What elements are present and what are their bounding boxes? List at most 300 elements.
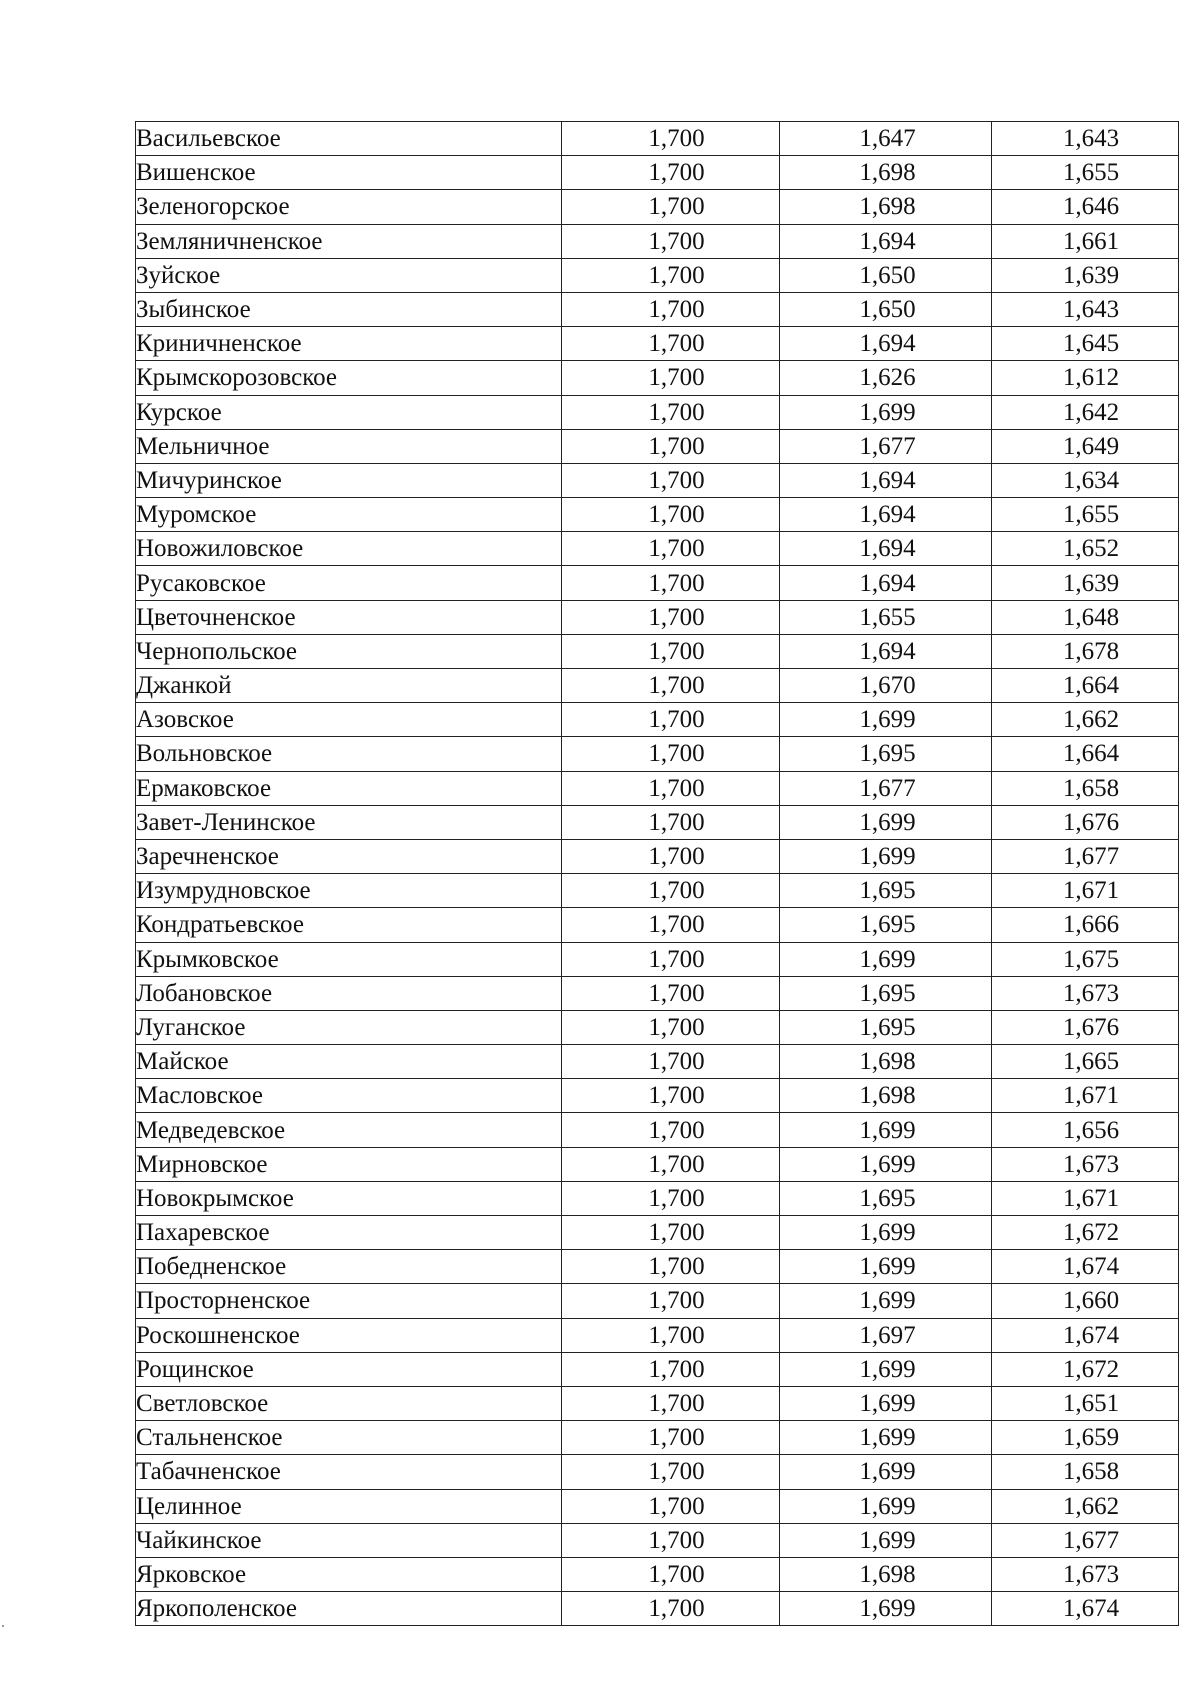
- value-text: 1,698: [859, 1560, 916, 1588]
- value-text: 1,700: [648, 1082, 705, 1110]
- value-cell-3: [992, 258, 1179, 292]
- table-row: [136, 1181, 1179, 1215]
- value-cell-3: [992, 771, 1179, 805]
- value-cell-1: [562, 327, 780, 361]
- value-text: 1,700: [648, 1560, 705, 1588]
- value-text: 1,695: [859, 1184, 916, 1212]
- settlement-name-cell: Победненское: [136, 1250, 562, 1284]
- settlement-name-cell: Ярковское: [136, 1557, 562, 1591]
- value-cell-3: [992, 1216, 1179, 1250]
- value-cell-3: [992, 1284, 1179, 1318]
- value-text: 1,700: [648, 979, 705, 1007]
- settlement-name-cell: Мирновское: [136, 1147, 562, 1181]
- value-text: 1,700: [648, 466, 705, 494]
- settlement-name-cell: Курское: [136, 395, 562, 429]
- table-row: [136, 258, 1179, 292]
- value-cell-1: [562, 224, 780, 258]
- value-cell-3: [992, 327, 1179, 361]
- value-text: 1,695: [859, 877, 916, 905]
- value-cell-3: [992, 1318, 1179, 1352]
- table-row: [136, 429, 1179, 463]
- value-text: 1,698: [859, 159, 916, 187]
- value-cell-1: [562, 1557, 780, 1591]
- value-cell-2: [780, 361, 992, 395]
- table-row: [136, 703, 1179, 737]
- value-text: 1,677: [859, 432, 916, 460]
- settlement-name-cell: Ермаковское: [136, 771, 562, 805]
- value-text: 1,695: [859, 911, 916, 939]
- settlement-name-cell: Джанкой: [136, 669, 562, 703]
- value-cell-1: [562, 669, 780, 703]
- settlement-name-cell: Земляничненское: [136, 224, 562, 258]
- value-cell-1: [562, 463, 780, 497]
- settlement-name-cell: Чернопольское: [136, 634, 562, 668]
- settlement-name-cell: Новокрымское: [136, 1181, 562, 1215]
- value-cell-2: [780, 1318, 992, 1352]
- value-text: 1,700: [648, 501, 705, 529]
- settlement-name-cell: Изумрудновское: [136, 874, 562, 908]
- value-text: 1,694: [859, 569, 916, 597]
- value-cell-2: [780, 669, 992, 703]
- value-cell-1: [562, 1181, 780, 1215]
- table-row: [136, 1352, 1179, 1386]
- settlement-name-cell: Вольновское: [136, 737, 562, 771]
- value-text: 1,700: [648, 1253, 705, 1281]
- value-text: 1,697: [859, 1321, 916, 1349]
- value-text: 1,700: [648, 1013, 705, 1041]
- value-cell-2: [780, 429, 992, 463]
- value-text: 1,647: [859, 125, 916, 153]
- settlement-name-cell: Завет-Ленинское: [136, 805, 562, 839]
- value-text: 1,677: [1062, 843, 1120, 871]
- value-cell-3: [992, 1455, 1179, 1489]
- value-cell-2: [780, 1216, 992, 1250]
- table-row: [136, 190, 1179, 224]
- settlement-name-cell: Крымковское: [136, 942, 562, 976]
- value-text: 1,694: [859, 637, 916, 665]
- value-cell-1: [562, 703, 780, 737]
- value-text: 1,700: [648, 364, 705, 392]
- settlement-name-cell: Криничненское: [136, 327, 562, 361]
- value-text: 1,700: [648, 877, 705, 905]
- value-text: 1,676: [1062, 808, 1120, 836]
- settlement-name-cell: Азовское: [136, 703, 562, 737]
- settlement-name-cell: Просторненское: [136, 1284, 562, 1318]
- table-row: [136, 1557, 1179, 1591]
- table-row: [136, 1592, 1179, 1626]
- value-text: 1,700: [648, 603, 705, 631]
- table-row: [136, 771, 1179, 805]
- value-text: 1,673: [1062, 1150, 1120, 1178]
- value-cell-1: [562, 976, 780, 1010]
- value-cell-1: [562, 156, 780, 190]
- value-cell-2: [780, 1010, 992, 1044]
- value-cell-1: [562, 942, 780, 976]
- settlement-name-cell: Зеленогорское: [136, 190, 562, 224]
- settlement-name-cell: Пахаревское: [136, 1216, 562, 1250]
- value-cell-2: [780, 976, 992, 1010]
- table-row: [136, 327, 1179, 361]
- value-cell-1: [562, 429, 780, 463]
- value-cell-2: [780, 1592, 992, 1626]
- value-text: 1,673: [1062, 979, 1120, 1007]
- value-cell-3: [992, 1592, 1179, 1626]
- value-cell-2: [780, 942, 992, 976]
- value-cell-1: [562, 258, 780, 292]
- value-text: 1,699: [859, 1390, 916, 1418]
- value-text: 1,675: [1062, 945, 1120, 973]
- value-cell-1: [562, 1216, 780, 1250]
- value-text: 1,699: [859, 808, 916, 836]
- value-cell-2: [780, 1079, 992, 1113]
- value-text: 1,699: [859, 1526, 916, 1554]
- settlement-name-cell: Русаковское: [136, 566, 562, 600]
- table-row: [136, 395, 1179, 429]
- value-cell-3: [992, 908, 1179, 942]
- value-text: 1,700: [648, 1492, 705, 1520]
- value-cell-2: [780, 327, 992, 361]
- value-text: 1,699: [859, 1253, 916, 1281]
- table-row: [136, 737, 1179, 771]
- value-text: 1,645: [1062, 330, 1120, 358]
- value-cell-3: [992, 1557, 1179, 1591]
- settlement-name-cell: Мичуринское: [136, 463, 562, 497]
- value-cell-1: [562, 1147, 780, 1181]
- value-cell-3: [992, 805, 1179, 839]
- table-row: [136, 1318, 1179, 1352]
- value-cell-3: [992, 1523, 1179, 1557]
- value-text: 1,672: [1062, 1355, 1120, 1383]
- value-text: 1,639: [1062, 569, 1120, 597]
- value-text: 1,658: [1062, 1458, 1120, 1486]
- value-cell-2: [780, 156, 992, 190]
- value-text: 1,626: [859, 364, 916, 392]
- value-cell-3: [992, 634, 1179, 668]
- value-cell-3: [992, 190, 1179, 224]
- table-row: [136, 1010, 1179, 1044]
- value-text: 1,643: [1062, 296, 1120, 324]
- settlement-name-cell: Чайкинское: [136, 1523, 562, 1557]
- value-cell-1: [562, 1113, 780, 1147]
- value-cell-2: [780, 292, 992, 326]
- value-text: 1,700: [648, 672, 705, 700]
- settlement-name-cell: Кондратьевское: [136, 908, 562, 942]
- value-text: 1,700: [648, 159, 705, 187]
- value-text: 1,700: [648, 1355, 705, 1383]
- value-cell-2: [780, 839, 992, 873]
- value-cell-2: [780, 805, 992, 839]
- value-cell-1: [562, 190, 780, 224]
- value-cell-2: [780, 771, 992, 805]
- value-cell-2: [780, 1557, 992, 1591]
- table-row: [136, 908, 1179, 942]
- table-row: [136, 463, 1179, 497]
- value-cell-1: [562, 908, 780, 942]
- value-text: 1,656: [1062, 1116, 1120, 1144]
- value-cell-3: [992, 429, 1179, 463]
- value-text: 1,672: [1062, 1219, 1120, 1247]
- value-text: 1,699: [859, 1492, 916, 1520]
- value-text: 1,674: [1062, 1253, 1120, 1281]
- table-row: [136, 566, 1179, 600]
- value-cell-3: [992, 224, 1179, 258]
- value-text: 1,655: [1062, 501, 1120, 529]
- value-cell-3: [992, 703, 1179, 737]
- value-cell-1: [562, 805, 780, 839]
- table-row: [136, 292, 1179, 326]
- value-cell-2: [780, 395, 992, 429]
- value-text: 1,700: [648, 330, 705, 358]
- value-cell-2: [780, 566, 992, 600]
- data-table: [135, 121, 1179, 1626]
- value-text: 1,662: [1062, 706, 1120, 734]
- value-cell-3: [992, 1352, 1179, 1386]
- table-row: [136, 1523, 1179, 1557]
- value-cell-2: [780, 1045, 992, 1079]
- value-cell-2: [780, 600, 992, 634]
- table-row: [136, 122, 1179, 156]
- settlement-name-cell: Майское: [136, 1045, 562, 1079]
- value-cell-2: [780, 1181, 992, 1215]
- value-cell-3: [992, 566, 1179, 600]
- value-cell-1: [562, 600, 780, 634]
- value-cell-1: [562, 532, 780, 566]
- value-cell-2: [780, 1523, 992, 1557]
- value-text: 1,649: [1062, 432, 1120, 460]
- value-text: 1,695: [859, 1013, 916, 1041]
- value-text: 1,695: [859, 740, 916, 768]
- value-cell-1: [562, 1592, 780, 1626]
- value-text: 1,643: [1062, 125, 1120, 153]
- settlement-name-cell: Мельничное: [136, 429, 562, 463]
- value-text: 1,700: [648, 227, 705, 255]
- table-row: [136, 1045, 1179, 1079]
- value-cell-1: [562, 361, 780, 395]
- table-row: [136, 976, 1179, 1010]
- table-row: [136, 224, 1179, 258]
- value-text: 1,699: [859, 398, 916, 426]
- settlement-name-cell: Муромское: [136, 498, 562, 532]
- value-text: 1,700: [648, 808, 705, 836]
- settlement-name-cell: Табачненское: [136, 1455, 562, 1489]
- value-text: 1,699: [859, 706, 916, 734]
- value-cell-1: [562, 1455, 780, 1489]
- value-cell-2: [780, 1489, 992, 1523]
- value-cell-3: [992, 976, 1179, 1010]
- value-cell-1: [562, 737, 780, 771]
- value-text: 1,694: [859, 535, 916, 563]
- value-text: 1,671: [1062, 1184, 1120, 1212]
- value-text: 1,655: [859, 603, 916, 631]
- value-cell-3: [992, 1386, 1179, 1420]
- value-cell-3: [992, 395, 1179, 429]
- value-cell-3: [992, 874, 1179, 908]
- settlement-name-cell: Роскошненское: [136, 1318, 562, 1352]
- value-cell-1: [562, 395, 780, 429]
- table-row: [136, 1250, 1179, 1284]
- value-cell-3: [992, 292, 1179, 326]
- table-row: [136, 361, 1179, 395]
- value-text: 1,650: [859, 261, 916, 289]
- value-cell-1: [562, 1079, 780, 1113]
- value-text: 1,650: [859, 296, 916, 324]
- value-text: 1,700: [648, 1595, 705, 1623]
- settlement-name-cell: Крымскорозовское: [136, 361, 562, 395]
- value-cell-1: [562, 1421, 780, 1455]
- value-cell-2: [780, 532, 992, 566]
- value-cell-2: [780, 1352, 992, 1386]
- value-cell-2: [780, 874, 992, 908]
- settlement-name-cell: Цветочненское: [136, 600, 562, 634]
- table-row: [136, 669, 1179, 703]
- value-text: 1,664: [1062, 740, 1120, 768]
- value-cell-2: [780, 1113, 992, 1147]
- value-cell-1: [562, 1318, 780, 1352]
- value-text: 1,699: [859, 1219, 916, 1247]
- value-cell-2: [780, 122, 992, 156]
- value-text: 1,694: [859, 466, 916, 494]
- value-cell-2: [780, 463, 992, 497]
- settlement-name-cell: Новожиловское: [136, 532, 562, 566]
- value-cell-3: [992, 669, 1179, 703]
- table-row: [136, 1216, 1179, 1250]
- value-text: 1,648: [1062, 603, 1120, 631]
- value-cell-1: [562, 498, 780, 532]
- value-cell-1: [562, 1250, 780, 1284]
- value-cell-1: [562, 1010, 780, 1044]
- value-text: 1,646: [1062, 193, 1120, 221]
- settlement-name-cell: Стальненское: [136, 1421, 562, 1455]
- value-text: 1,700: [648, 1458, 705, 1486]
- value-text: 1,700: [648, 261, 705, 289]
- value-cell-3: [992, 1147, 1179, 1181]
- value-cell-2: [780, 1250, 992, 1284]
- value-text: 1,670: [859, 672, 916, 700]
- value-text: 1,700: [648, 706, 705, 734]
- settlement-name-cell: Луганское: [136, 1010, 562, 1044]
- value-text: 1,666: [1062, 911, 1120, 939]
- value-cell-3: [992, 1113, 1179, 1147]
- value-text: 1,678: [1062, 637, 1120, 665]
- value-text: 1,699: [859, 1116, 916, 1144]
- settlement-name-cell: Светловское: [136, 1386, 562, 1420]
- value-cell-1: [562, 1489, 780, 1523]
- table-row: [136, 600, 1179, 634]
- value-text: 1,700: [648, 945, 705, 973]
- table-row: [136, 942, 1179, 976]
- value-text: 1,639: [1062, 261, 1120, 289]
- value-text: 1,664: [1062, 672, 1120, 700]
- value-text: 1,700: [648, 843, 705, 871]
- value-text: 1,671: [1062, 1082, 1120, 1110]
- value-text: 1,612: [1062, 364, 1120, 392]
- value-cell-3: [992, 498, 1179, 532]
- value-text: 1,655: [1062, 159, 1120, 187]
- value-cell-3: [992, 1010, 1179, 1044]
- value-text: 1,659: [1062, 1424, 1120, 1452]
- value-text: 1,634: [1062, 466, 1120, 494]
- value-cell-2: [780, 634, 992, 668]
- value-text: 1,699: [859, 1595, 916, 1623]
- value-cell-2: [780, 224, 992, 258]
- value-cell-3: [992, 737, 1179, 771]
- value-text: 1,665: [1062, 1048, 1120, 1076]
- value-cell-1: [562, 634, 780, 668]
- table-row: [136, 874, 1179, 908]
- value-cell-1: [562, 1045, 780, 1079]
- scan-speck: [2, 1625, 4, 1627]
- value-text: 1,700: [648, 1184, 705, 1212]
- value-text: 1,694: [859, 330, 916, 358]
- table-row: [136, 1079, 1179, 1113]
- value-cell-1: [562, 1523, 780, 1557]
- value-cell-2: [780, 908, 992, 942]
- table-row: [136, 498, 1179, 532]
- value-text: 1,674: [1062, 1595, 1120, 1623]
- value-text: 1,700: [648, 398, 705, 426]
- value-text: 1,700: [648, 296, 705, 324]
- value-text: 1,660: [1062, 1287, 1120, 1315]
- value-text: 1,700: [648, 637, 705, 665]
- value-cell-1: [562, 292, 780, 326]
- value-text: 1,694: [859, 501, 916, 529]
- settlement-name-cell: Масловское: [136, 1079, 562, 1113]
- table-row: [136, 839, 1179, 873]
- value-text: 1,700: [648, 911, 705, 939]
- value-text: 1,700: [648, 1390, 705, 1418]
- value-cell-3: [992, 942, 1179, 976]
- value-cell-2: [780, 498, 992, 532]
- value-text: 1,700: [648, 740, 705, 768]
- value-cell-3: [992, 1250, 1179, 1284]
- table-row: [136, 634, 1179, 668]
- value-cell-3: [992, 1045, 1179, 1079]
- value-cell-2: [780, 1284, 992, 1318]
- value-cell-2: [780, 1421, 992, 1455]
- value-text: 1,700: [648, 1116, 705, 1144]
- value-cell-3: [992, 1489, 1179, 1523]
- value-cell-3: [992, 361, 1179, 395]
- table-row: [136, 1284, 1179, 1318]
- value-cell-1: [562, 566, 780, 600]
- value-text: 1,700: [648, 1321, 705, 1349]
- settlement-name-cell: Целинное: [136, 1489, 562, 1523]
- value-cell-2: [780, 737, 992, 771]
- value-text: 1,699: [859, 1424, 916, 1452]
- value-cell-3: [992, 839, 1179, 873]
- value-cell-2: [780, 703, 992, 737]
- table-row: [136, 1421, 1179, 1455]
- value-text: 1,698: [859, 193, 916, 221]
- value-cell-1: [562, 771, 780, 805]
- value-text: 1,698: [859, 1082, 916, 1110]
- settlement-name-cell: Заречненское: [136, 839, 562, 873]
- value-text: 1,700: [648, 193, 705, 221]
- value-cell-1: [562, 1386, 780, 1420]
- value-cell-2: [780, 258, 992, 292]
- value-cell-3: [992, 1421, 1179, 1455]
- table-row: [136, 156, 1179, 190]
- settlement-name-cell: Вишенское: [136, 156, 562, 190]
- value-text: 1,699: [859, 1287, 916, 1315]
- value-cell-3: [992, 1079, 1179, 1113]
- settlement-name-cell: Васильевское: [136, 122, 562, 156]
- value-text: 1,674: [1062, 1321, 1120, 1349]
- table-row: [136, 1147, 1179, 1181]
- table-row: [136, 1113, 1179, 1147]
- value-text: 1,694: [859, 227, 916, 255]
- value-cell-2: [780, 190, 992, 224]
